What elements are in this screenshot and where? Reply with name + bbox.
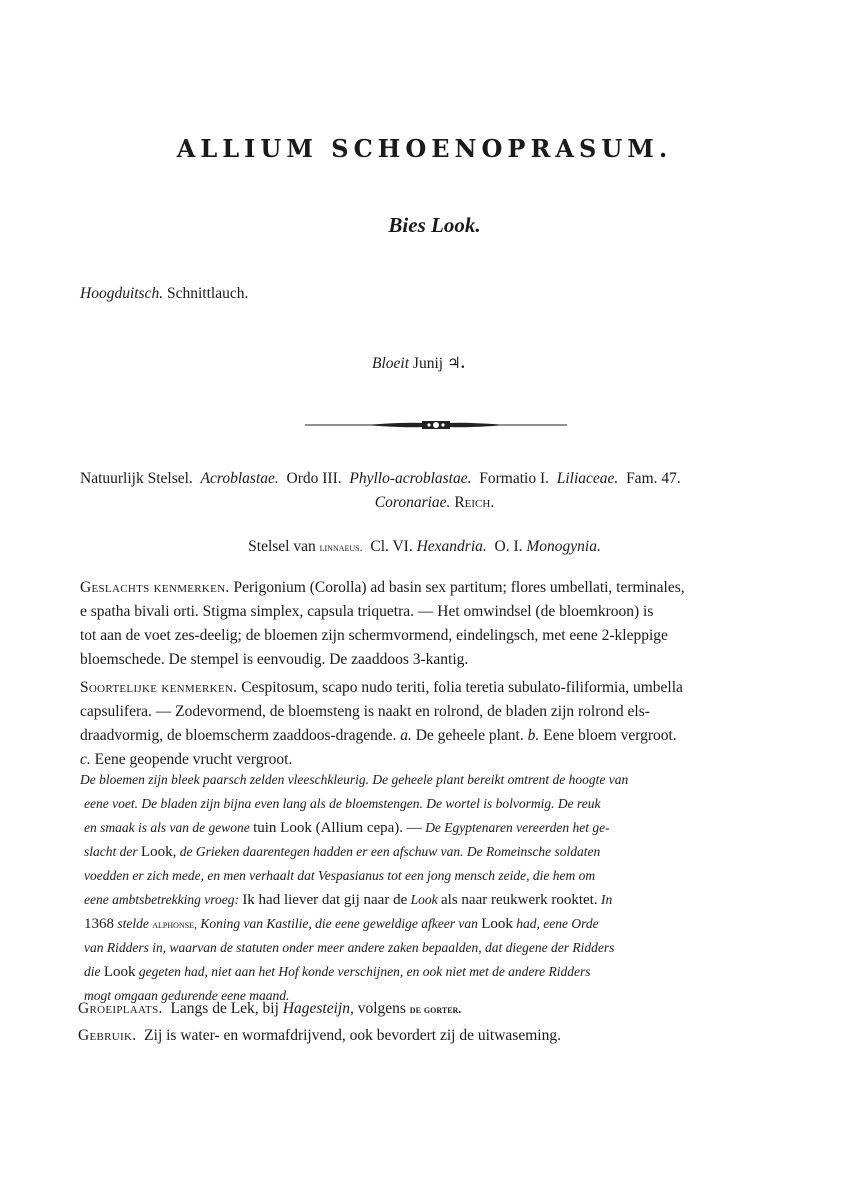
family-author: Reich. [454,494,495,511]
description-paragraph [80,768,794,1008]
desc-line-7a: 1368 [84,916,114,932]
formatio-number: I. [539,470,549,487]
linnaeus-order: O. I. [494,538,523,555]
species-label: Soortelijke kenmerken. [80,679,238,696]
linnaeus-class-name: Hexandria. [416,538,487,555]
fam-number: 47. [661,470,681,487]
usage-label: Gebruik. [78,1027,137,1044]
desc-line-6b: Ik had liever dat gij naar de [242,892,408,908]
figure-b-label: b. [527,727,540,744]
species-line-2: capsulifera. — Zodevormend, de bloemsteng is naakt en rolrond, de bladen zijn rolrond els- [80,703,650,720]
figure-b-text: Eene bloem vergroot. [543,727,677,744]
common-name: Bies Look. [388,213,481,237]
ordo-name: Phyllo-acroblastae. [349,470,472,487]
page-title: ALLIUM SCHOENOPRASUM. [176,134,673,163]
linnaeus-system-line [0,538,849,556]
german-label: Hoogduitsch. [80,285,164,302]
natural-system-label: Natuurlijk Stelsel. [80,470,193,487]
habitat-after: , volgens [349,1000,406,1017]
desc-line-3c: De Egyptenaren vereerden het ge- [425,820,610,835]
desc-line-3b: tuin Look (Allium cepa). — [253,820,422,836]
desc-line-6c: Look [410,892,438,907]
desc-line-3a: en smaak is als van de gewone [84,820,250,835]
habitat-label: Groeiplaats. [78,1000,163,1017]
desc-line-9b: Look [103,964,136,980]
desc-line-7f: had, eene Orde [516,916,599,931]
desc-line-10: mogt omgaan gedurende eene maand. [84,988,290,1003]
habitat-author: de gorter. [409,1002,462,1016]
desc-line-6a: eene ambtsbetrekking vroeg: [84,892,239,907]
formatio-label: Formatio [479,470,537,487]
desc-line-9c: gegeten had, niet aan het Hof konde verschijnen, en ook niet met de andere Ridders [138,964,591,979]
desc-line-4b: Look, [141,844,177,860]
genus-line-2: e spatha bivali orti. Stigma simplex, capsula triquetra. — Het omwindsel (de bloemkroon) is [80,603,654,620]
flowering-month: Junij [412,355,444,372]
genus-characters [80,576,793,672]
habitat-text: Langs de Lek, bij [170,1000,279,1017]
ordo-label: Ordo [286,470,319,487]
figure-a-label: a. [400,727,412,744]
species-characters [80,676,793,772]
desc-line-7d: Koning van Kastilie, die eene geweldige afkeer van [200,916,478,931]
linnaeus-order-name: Monogynia. [526,538,601,555]
natural-system-family [0,494,849,512]
desc-line-7c: alphonse, [152,917,198,931]
figure-c-text: Eene geopende vrucht vergroot. [94,751,293,768]
genus-line-1: Perigonium (Corolla) ad basin sex partitum; flores umbellati, terminales, [233,579,685,596]
genus-label: Geslachts kenmerken. [80,579,230,596]
desc-line-6d: als naar reukwerk rooktet. [441,892,598,908]
desc-line-4c: de Grieken daarentegen hadden er een afschuw van. De Romeinsche soldaten [179,844,601,859]
desc-line-7e: Look [481,916,513,932]
desc-line-9a: die [84,964,101,979]
desc-line-1: De bloemen zijn bleek paarsch zelden vleeschkleurig. De geheele plant bereikt omtrent de hoogte van [80,772,629,787]
desc-line-5: voedden er zich mede, en men verhaalt dat Vespasianus tot een jong mensch zeide, die hem om [84,868,596,883]
usage-text: Zij is water- en wormafdrijvend, ook bevordert zij de uitwaseming. [144,1027,561,1044]
ornamental-divider [305,418,567,432]
genus-line-4: bloemschede. De stempel is eenvoudig. De zaaddoos 3-kantig. [80,651,469,668]
ordo-number: III. [322,470,342,487]
habitat-place: Hagesteijn [282,1000,350,1017]
formatio-name: Liliaceae. [556,470,619,487]
habitat-line [78,1000,461,1018]
desc-line-6e: In [600,892,613,907]
genus-line-3: tot aan de voet zes-deelig; de bloemen zijn schermvormend, eindelingsch, met eene 2-kleppige [80,627,668,644]
species-line-1: Cespitosum, scapo nudo teriti, folia teretia subulato-filiformia, umbella [241,679,683,696]
linnaeus-label: Stelsel van [248,538,316,555]
linnaeus-author: linnaeus. [319,540,363,554]
family-name: Coronariae. [374,494,451,511]
perennial-symbol: ♃. [446,355,465,372]
desc-line-4a: slacht der [84,844,138,859]
desc-line-7b: stelde [117,916,149,931]
figure-c-label: c. [80,751,91,768]
fam-label: Fam. [626,470,658,487]
figure-a-text: De geheele plant. [415,727,524,744]
species-line-3: draadvormig, de bloemscherm zaaddoos-dragende. [80,727,397,744]
desc-line-8: van Ridders in, waarvan de statuten onder meer andere zaken bepaalden, dat diegene der Ridders [84,940,615,955]
flowering-period [372,353,465,373]
linnaeus-class: Cl. VI. [370,538,413,555]
flowering-label: Bloeit [372,355,410,372]
german-value: Schnittlauch. [166,285,249,302]
natural-system-group: Acroblastae. [200,470,279,487]
usage-line [78,1027,561,1045]
german-name [80,285,248,303]
natural-system-line [80,470,681,488]
desc-line-2: eene voet. De bladen zijn bijna even lang als de bloemstengen. De wortel is bolvormig. De reuk [84,796,601,811]
